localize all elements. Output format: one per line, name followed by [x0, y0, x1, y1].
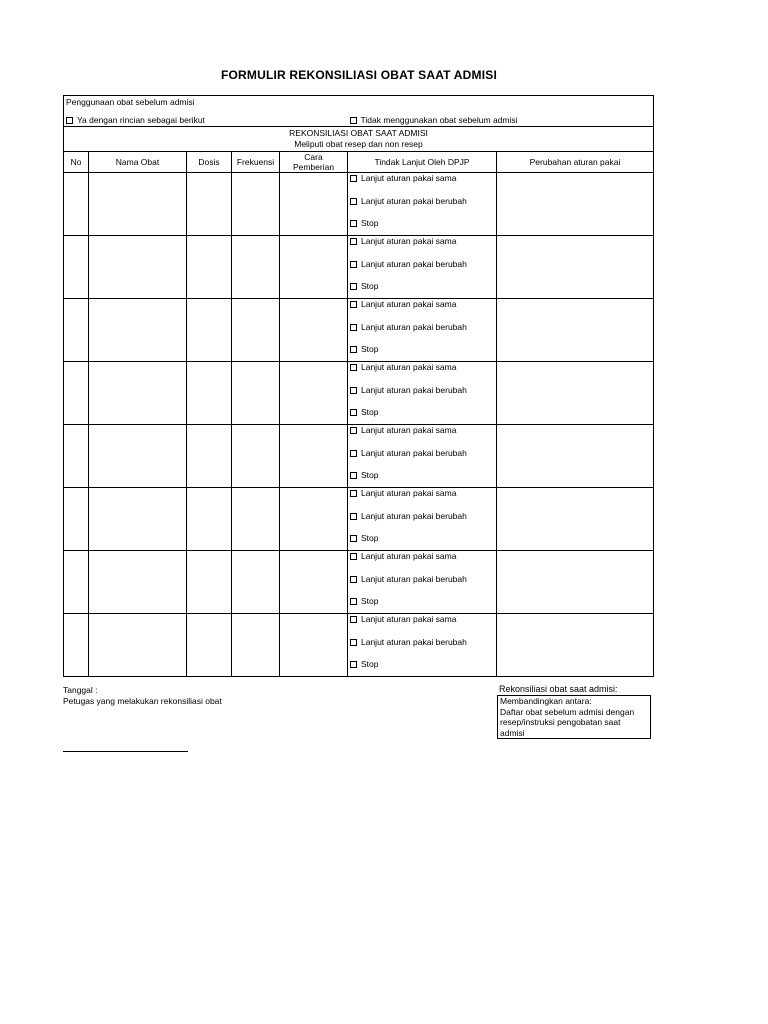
medication-row [64, 425, 654, 488]
followup-option-label: Lanjut aturan pakai berubah [361, 195, 467, 206]
followup-checkbox[interactable] [350, 639, 357, 646]
cell-route[interactable] [280, 614, 348, 677]
cell-dose[interactable] [187, 614, 232, 677]
cell-change[interactable] [497, 299, 654, 362]
usage-no-checkbox[interactable] [350, 117, 357, 124]
cell-name[interactable] [89, 362, 187, 425]
col-route-line1: Cara [304, 152, 323, 162]
usage-yes-checkbox[interactable] [66, 117, 73, 124]
followup-option-label: Lanjut aturan pakai berubah [361, 636, 467, 647]
followup-option-label: Lanjut aturan pakai berubah [361, 510, 467, 521]
cell-frequency[interactable] [232, 551, 280, 614]
followup-option-label: Lanjut aturan pakai sama [361, 362, 457, 372]
cell-change[interactable] [497, 614, 654, 677]
followup-checkbox[interactable] [350, 261, 357, 268]
col-route-header [280, 152, 348, 173]
followup-option[interactable] [350, 533, 494, 547]
followup-checkbox[interactable] [350, 576, 357, 583]
followup-option[interactable] [350, 173, 494, 196]
followup-option-label: Lanjut aturan pakai sama [361, 425, 457, 435]
followup-option-label: Lanjut aturan pakai berubah [361, 573, 467, 584]
medication-row [64, 551, 654, 614]
followup-option-label: Stop [361, 596, 379, 606]
cell-change[interactable] [497, 425, 654, 488]
cell-dose[interactable] [187, 425, 232, 488]
cell-followup [348, 488, 497, 551]
cell-route[interactable] [280, 173, 348, 236]
followup-option[interactable] [350, 236, 494, 259]
medication-row [64, 236, 654, 299]
cell-name[interactable] [89, 425, 187, 488]
followup-option-label: Lanjut aturan pakai berubah [361, 384, 467, 395]
followup-option[interactable] [350, 281, 494, 295]
followup-checkbox[interactable] [350, 661, 357, 668]
followup-checkbox[interactable] [350, 283, 357, 290]
followup-option[interactable] [350, 218, 494, 232]
cell-frequency[interactable] [232, 425, 280, 488]
followup-checkbox[interactable] [350, 220, 357, 227]
cell-no[interactable] [64, 299, 89, 362]
followup-option[interactable] [350, 637, 494, 660]
followup-option[interactable] [350, 551, 494, 574]
followup-option[interactable] [350, 299, 494, 322]
cell-followup [348, 614, 497, 677]
cell-frequency[interactable] [232, 488, 280, 551]
cell-no[interactable] [64, 236, 89, 299]
medication-row [64, 488, 654, 551]
cell-frequency[interactable] [232, 614, 280, 677]
followup-option-label: Lanjut aturan pakai sama [361, 236, 457, 246]
followup-option[interactable] [350, 196, 494, 219]
cell-frequency[interactable] [232, 362, 280, 425]
cell-no[interactable] [64, 425, 89, 488]
followup-checkbox[interactable] [350, 409, 357, 416]
followup-option[interactable] [350, 488, 494, 511]
cell-followup [348, 299, 497, 362]
comparison-note-box [497, 695, 651, 739]
col-frequency-header: Frekuensi [232, 152, 280, 173]
followup-checkbox[interactable] [350, 324, 357, 331]
col-name-header: Nama Obat [89, 152, 187, 173]
followup-checkbox[interactable] [350, 198, 357, 205]
followup-option-label: Lanjut aturan pakai berubah [361, 258, 467, 269]
cell-change[interactable] [497, 236, 654, 299]
cell-followup [348, 551, 497, 614]
reconciliation-table [63, 95, 654, 677]
followup-checkbox[interactable] [350, 427, 357, 434]
followup-checkbox[interactable] [350, 598, 357, 605]
cell-no[interactable] [64, 551, 89, 614]
col-followup-header: Tindak Lanjut Oleh DPJP [348, 152, 497, 173]
usage-label: Penggunaan obat sebelum admisi [66, 97, 195, 107]
followup-option[interactable] [350, 259, 494, 282]
cell-change[interactable] [497, 488, 654, 551]
officer-label: Petugas yang melakukan rekonsiliasi obat [63, 696, 222, 706]
followup-option[interactable] [350, 614, 494, 637]
followup-checkbox[interactable] [350, 450, 357, 457]
followup-option-label: Stop [361, 533, 379, 543]
cell-dose[interactable] [187, 299, 232, 362]
cell-name[interactable] [89, 551, 187, 614]
cell-frequency[interactable] [232, 173, 280, 236]
date-label: Tanggal : [63, 685, 98, 695]
followup-option[interactable] [350, 659, 494, 673]
followup-option[interactable] [350, 470, 494, 484]
followup-option[interactable] [350, 425, 494, 448]
cell-route[interactable] [280, 488, 348, 551]
followup-checkbox[interactable] [350, 387, 357, 394]
cell-followup [348, 425, 497, 488]
cell-dose[interactable] [187, 551, 232, 614]
box-line-4: admisi [500, 727, 525, 738]
cell-change[interactable] [497, 551, 654, 614]
followup-option[interactable] [350, 407, 494, 421]
followup-option-label: Stop [361, 407, 379, 417]
cell-dose[interactable] [187, 362, 232, 425]
cell-dose[interactable] [187, 236, 232, 299]
col-dose-header: Dosis [187, 152, 232, 173]
cell-route[interactable] [280, 551, 348, 614]
followup-option[interactable] [350, 511, 494, 534]
cell-change[interactable] [497, 173, 654, 236]
followup-checkbox[interactable] [350, 472, 357, 479]
followup-option[interactable] [350, 344, 494, 358]
followup-option-label: Lanjut aturan pakai berubah [361, 447, 467, 458]
followup-option[interactable] [350, 362, 494, 385]
followup-option-label: Lanjut aturan pakai sama [361, 299, 457, 309]
followup-option[interactable] [350, 322, 494, 345]
followup-option[interactable] [350, 385, 494, 408]
cell-name[interactable] [89, 488, 187, 551]
cell-name[interactable] [89, 173, 187, 236]
cell-frequency[interactable] [232, 236, 280, 299]
col-no-header: No [64, 152, 89, 173]
cell-name[interactable] [89, 614, 187, 677]
followup-option-label: Lanjut aturan pakai berubah [361, 321, 467, 332]
cell-no[interactable] [64, 173, 89, 236]
cell-change[interactable] [497, 362, 654, 425]
followup-checkbox[interactable] [350, 364, 357, 371]
col-change-header: Perubahan aturan pakai [497, 152, 654, 173]
followup-option-label: Lanjut aturan pakai sama [361, 488, 457, 498]
cell-route[interactable] [280, 362, 348, 425]
cell-dose[interactable] [187, 488, 232, 551]
cell-no[interactable] [64, 488, 89, 551]
followup-option-label: Lanjut aturan pakai sama [361, 614, 457, 624]
box-line-1: Membandingkan antara: [500, 696, 592, 706]
followup-checkbox[interactable] [350, 238, 357, 245]
followup-option[interactable] [350, 448, 494, 471]
cell-name[interactable] [89, 299, 187, 362]
cell-frequency[interactable] [232, 299, 280, 362]
section-title: REKONSILIASI OBAT SAAT ADMISI [289, 128, 428, 138]
followup-option-label: Stop [361, 281, 379, 291]
followup-checkbox[interactable] [350, 553, 357, 560]
followup-checkbox[interactable] [350, 301, 357, 308]
cell-no[interactable] [64, 362, 89, 425]
followup-option-label: Stop [361, 344, 379, 354]
cell-dose[interactable] [187, 173, 232, 236]
usage-yes-label: Ya dengan rincian sebagai berikut [77, 115, 205, 125]
right-title: Rekonsiliasi obat saat admisi: [499, 684, 618, 694]
followup-option[interactable] [350, 574, 494, 597]
usage-no-label: Tidak menggunakan obat sebelum admisi [360, 115, 518, 125]
medication-row [64, 299, 654, 362]
cell-no[interactable] [64, 614, 89, 677]
col-route-line2: Pemberian [292, 162, 335, 172]
followup-option-label: Lanjut aturan pakai sama [361, 173, 457, 183]
followup-checkbox[interactable] [350, 616, 357, 623]
followup-checkbox[interactable] [350, 513, 357, 520]
followup-checkbox[interactable] [350, 346, 357, 353]
medication-row [64, 173, 654, 236]
followup-checkbox[interactable] [350, 535, 357, 542]
medication-row [64, 362, 654, 425]
followup-option-label: Stop [361, 470, 379, 480]
cell-route[interactable] [280, 425, 348, 488]
cell-followup [348, 236, 497, 299]
cell-route[interactable] [280, 236, 348, 299]
box-line-2: Daftar obat sebelum admisi dengan [500, 706, 635, 717]
followup-option-label: Stop [361, 659, 379, 669]
followup-option-label: Stop [361, 218, 379, 228]
form-title: FORMULIR REKONSILIASI OBAT SAAT ADMISI [220, 68, 498, 82]
followup-option[interactable] [350, 596, 494, 610]
cell-followup [348, 173, 497, 236]
followup-checkbox[interactable] [350, 490, 357, 497]
followup-option-label: Lanjut aturan pakai sama [361, 551, 457, 561]
cell-route[interactable] [280, 299, 348, 362]
signature-line [63, 751, 188, 752]
medication-row [64, 614, 654, 677]
cell-name[interactable] [89, 236, 187, 299]
cell-followup [348, 362, 497, 425]
section-subtitle: Meliputi obat resep dan non resep [294, 138, 423, 149]
box-line-3: resep/instruksi pengobatan saat [500, 717, 621, 727]
followup-checkbox[interactable] [350, 175, 357, 182]
